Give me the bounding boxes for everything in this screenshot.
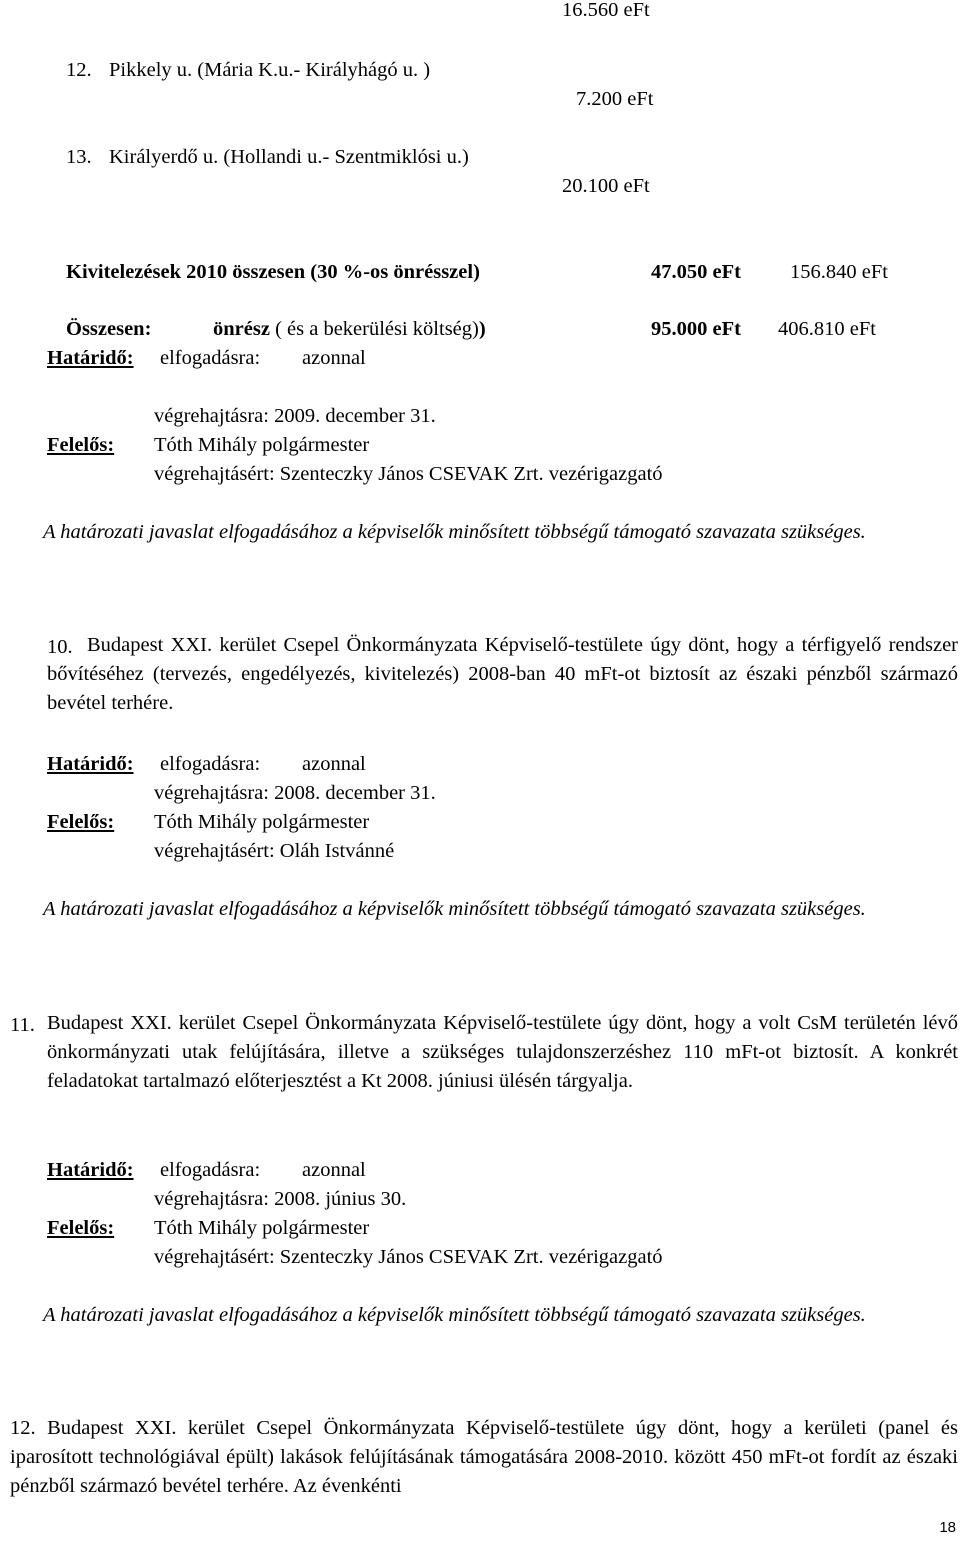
osszesen-own: 95.000 eFt bbox=[651, 318, 741, 340]
felelos-label-9: Felelős: bbox=[47, 434, 115, 456]
vegrehajtasra-10: végrehajtásra: 2008. december 31. bbox=[154, 782, 436, 804]
hatarido-label-9: Határidő: bbox=[47, 347, 134, 369]
vegrehajtasra-9: végrehajtásra: 2009. december 31. bbox=[154, 405, 436, 427]
item-12-number: 12. bbox=[10, 1417, 36, 1439]
kivitelezesek-total: 156.840 eFt bbox=[790, 261, 888, 283]
elfogadasra-label-10: elfogadásra: bbox=[160, 753, 261, 775]
osszesen-total: 406.810 eFt bbox=[778, 318, 876, 340]
item-10-text: Budapest XXI. kerület Csepel Önkormányzata Képviselő-testülete úgy dönt, hogy a térfigyelő rendszer bővítéséhez (tervezés, engedélyezés, kivitelezés) 2008-ban 40 mFt-ot biztosít az északi pénzből származó bevétel terhére. bbox=[47, 634, 958, 714]
hatarido-label-10: Határidő: bbox=[47, 753, 134, 775]
list-item-13-text: Királyerdő u. (Hollandi u.- Szentmiklósi u.) bbox=[109, 146, 469, 168]
elfogadasra-value-11: azonnal bbox=[302, 1159, 366, 1181]
kivitelezesek-own: 47.050 eFt bbox=[651, 261, 741, 283]
item-12-text: Budapest XXI. kerület Csepel Önkormányzata Képviselő-testülete úgy dönt, hogy a kerületi (panel és iparosított technológiával épült) lakások felújításának támogatására 2008-2010. között 450 mFt-ot fordít az északi pénzből származó bevétel terhére. Az évenkénti bbox=[10, 1417, 958, 1497]
felelos-label-10: Felelős: bbox=[47, 811, 115, 833]
felelos-label-11: Felelős: bbox=[47, 1217, 115, 1239]
item-11-number: 11. bbox=[10, 1014, 35, 1036]
list-item-13-number: 13. bbox=[66, 146, 92, 168]
felelos-value-11: Tóth Mihály polgármester bbox=[154, 1217, 370, 1239]
item-12-paragraph bbox=[10, 1414, 958, 1501]
vote-requirement-9: A határozati javaslat elfogadásához a képviselők minősített többségű támogató szavazata szükséges. bbox=[43, 521, 866, 543]
elfogadasra-label-9: elfogadásra: bbox=[160, 347, 261, 369]
elfogadasra-value-9: azonnal bbox=[302, 347, 366, 369]
amount-16560: 16.560 eFt bbox=[562, 0, 650, 21]
bekerulesi-label: ( és a bekerülési költség) bbox=[269, 318, 479, 340]
osszesen-label: Összesen: bbox=[66, 318, 152, 340]
list-item-13-amount: 20.100 eFt bbox=[562, 175, 650, 197]
vegrehajtasert-9: végrehajtásért: Szenteczky János CSEVAK Zrt. vezérigazgató bbox=[154, 463, 663, 485]
vegrehajtasert-11: végrehajtásért: Szenteczky János CSEVAK Zrt. vezérigazgató bbox=[154, 1246, 663, 1268]
onresz-label: önrész bbox=[213, 318, 270, 340]
felelos-value-9: Tóth Mihály polgármester bbox=[154, 434, 370, 456]
kivitelezesek-label: Kivitelezések 2010 összesen (30 %-os önrésszel) bbox=[66, 261, 480, 283]
item-10-number: 10. bbox=[47, 636, 73, 658]
hatarido-label-11: Határidő: bbox=[47, 1159, 134, 1181]
elfogadasra-value-10: azonnal bbox=[302, 753, 366, 775]
vegrehajtasra-11: végrehajtásra: 2008. június 30. bbox=[154, 1188, 407, 1210]
elfogadasra-label-11: elfogadásra: bbox=[160, 1159, 261, 1181]
list-item-12-amount: 7.200 eFt bbox=[576, 88, 654, 110]
vote-requirement-11: A határozati javaslat elfogadásához a képviselők minősített többségű támogató szavazata szükséges. bbox=[43, 1304, 866, 1326]
osszesen-detail: önrész ( és a bekerülési költség)) bbox=[213, 318, 486, 340]
page-number: 18 bbox=[939, 1519, 956, 1536]
vegrehajtasert-10: végrehajtásért: Oláh Istvánné bbox=[154, 840, 395, 862]
list-item-12-number: 12. bbox=[66, 59, 92, 81]
vote-requirement-10: A határozati javaslat elfogadásához a képviselők minősített többségű támogató szavazata szükséges. bbox=[43, 898, 866, 920]
felelos-value-10: Tóth Mihály polgármester bbox=[154, 811, 370, 833]
item-11-text: Budapest XXI. kerület Csepel Önkormányzata Képviselő-testülete úgy dönt, hogy a volt CsM területén lévő önkormányzati utak felújítására, illetve a szükséges tulajdonszerzéshez 110 mFt-ot biztosít. A konkrét feladatokat tartalmazó előterjesztést a Kt 2008. júniusi ülésén tárgyalja. bbox=[47, 1012, 958, 1092]
list-item-12-text: Pikkely u. (Mária K.u.- Királyhágó u. ) bbox=[109, 59, 431, 81]
